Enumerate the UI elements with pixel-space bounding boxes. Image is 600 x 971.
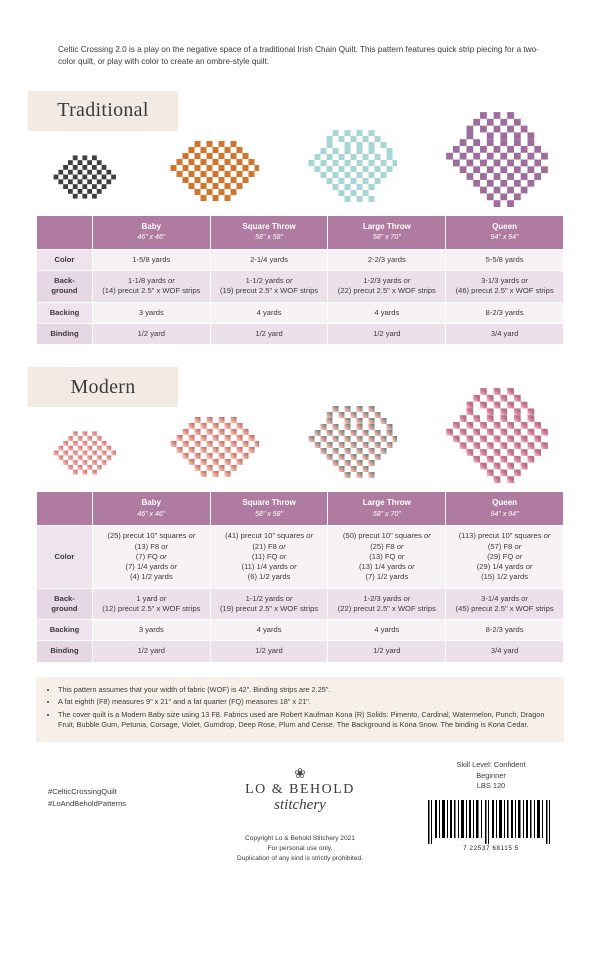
cell-color-square-throw: 2-1/4 yards bbox=[210, 249, 328, 270]
table-header-row bbox=[37, 215, 564, 249]
cell-backing-baby: 3 yards bbox=[92, 620, 210, 641]
copyright-line: Copyright Lo & Behold Stitchery 2021 bbox=[245, 834, 355, 842]
barcode-block bbox=[426, 800, 556, 852]
section-title-modern: Modern bbox=[70, 375, 136, 398]
column-header-large-throw bbox=[328, 215, 446, 249]
cell-color-baby: 1-5/8 yards bbox=[92, 249, 210, 270]
column-dimension: 58" x 70" bbox=[372, 234, 401, 242]
column-name: Queen bbox=[492, 221, 518, 231]
column-dimension: 58" x 70" bbox=[372, 510, 401, 518]
brand-name: LO & BEHOLD bbox=[245, 781, 355, 797]
column-name: Large Throw bbox=[362, 221, 411, 231]
column-name: Square Throw bbox=[242, 498, 296, 508]
footer bbox=[0, 756, 600, 906]
row-label-background: Back- ground bbox=[37, 588, 93, 620]
brand-subname: stitchery bbox=[274, 796, 326, 813]
quilt-image-orange bbox=[169, 129, 259, 207]
section-banner-modern bbox=[0, 367, 600, 413]
quilt-image-warm-ombre bbox=[169, 405, 259, 483]
cell-color-queen: 5-5/8 yards bbox=[446, 249, 564, 270]
section-title-traditional: Traditional bbox=[57, 99, 149, 122]
column-header-queen bbox=[446, 492, 564, 526]
cell-binding-square-throw: 1/2 yard bbox=[210, 641, 328, 662]
cell-binding-square-throw: 1/2 yard bbox=[210, 323, 328, 344]
cell-background-baby: 1-1/8 yards or (14) precut 2.5" x WOF strips bbox=[92, 271, 210, 303]
skill-level-label: Skill Level: Confident bbox=[456, 759, 526, 769]
table-row-background bbox=[37, 588, 564, 620]
cell-backing-square-throw: 4 yards bbox=[210, 620, 328, 641]
cell-binding-queen: 3/4 yard bbox=[446, 641, 564, 662]
hashtag-quilt: #CelticCrossingQuilt bbox=[48, 786, 117, 796]
table-corner-cell bbox=[37, 492, 93, 526]
column-name: Baby bbox=[141, 498, 162, 508]
cell-color-baby: (25) precut 10" squares or (13) F8 or (7) FQ or (7) 1/4 yards or (4) 1/2 yards bbox=[92, 526, 210, 588]
intro-paragraph: Celtic Crossing 2.0 is a play on the negative space of a traditional Irish Chain Quilt. This pattern features quick strip piecing for a two-color quilt, or play with color to create an ombre-style quilt. bbox=[58, 45, 539, 67]
column-dimension: 46" x 46" bbox=[137, 510, 166, 518]
cell-binding-large-throw: 1/2 yard bbox=[328, 323, 446, 344]
cell-background-queen: 3-1/3 yards or (46) precut 2.5" x WOF strips bbox=[446, 271, 564, 303]
row-label-backing: Backing bbox=[37, 302, 93, 323]
column-dimension: 58" x 58" bbox=[255, 510, 284, 518]
row-label-color: Color bbox=[37, 249, 93, 270]
cell-backing-baby: 3 yards bbox=[92, 302, 210, 323]
table-header-row bbox=[37, 492, 564, 526]
table-row-backing bbox=[37, 302, 564, 323]
cell-backing-square-throw: 4 yards bbox=[210, 302, 328, 323]
cell-backing-queen: 8-2/3 yards bbox=[446, 620, 564, 641]
skill-level-block bbox=[426, 760, 556, 792]
banner-traditional bbox=[28, 91, 178, 131]
pattern-sku: LBS 120 bbox=[476, 781, 506, 791]
column-dimension: 58" x 58" bbox=[255, 234, 284, 242]
cell-backing-large-throw: 4 yards bbox=[328, 302, 446, 323]
barcode-number: 7 22537 68115 5 bbox=[463, 844, 519, 852]
table-row-background bbox=[37, 271, 564, 303]
table-row-binding bbox=[37, 641, 564, 662]
column-name: Queen bbox=[492, 498, 518, 508]
cell-binding-baby: 1/2 yard bbox=[92, 323, 210, 344]
personal-use-line: For personal use only. bbox=[267, 844, 333, 852]
table-row-color bbox=[37, 249, 564, 270]
column-header-baby bbox=[92, 492, 210, 526]
quilt-image-charcoal bbox=[50, 147, 122, 207]
cell-color-queen: (113) precut 10" squares or (57) F8 or (29) FQ or (29) 1/4 yards or (15) 1/2 yards bbox=[446, 526, 564, 588]
barcode-icon bbox=[426, 800, 552, 844]
note-item: • The cover quilt is a Modern Baby size using 13 F8. Fabrics used are Robert Kaufman Kona (R) Solids: Pimento, Cardinal, Watermelon, Punch, Dragon Fruit, Bubble Gum, Petunia, Corsage, Violet, Gumdrop, Deep Rose, Plum and Cerise. The Background is Kona Snow. The binding is Kona Cedar. bbox=[58, 710, 554, 731]
column-name: Baby bbox=[141, 221, 162, 231]
cell-background-baby: 1 yard or (12) precut 2.5" x WOF strips bbox=[92, 588, 210, 620]
wreath-icon: ❀ bbox=[294, 764, 306, 781]
sizing-table-traditional bbox=[36, 215, 564, 345]
cell-background-square-throw: 1-1/2 yards or (19) precut 2.5" x WOF strips bbox=[210, 588, 328, 620]
table-row-color bbox=[37, 526, 564, 588]
column-header-large-throw bbox=[328, 492, 446, 526]
column-dimension: 94" x 94" bbox=[490, 510, 519, 518]
section-banner-traditional bbox=[0, 91, 600, 137]
row-label-color: Color bbox=[37, 526, 93, 588]
skill-level-value: Beginner bbox=[476, 770, 506, 780]
cell-binding-queen: 3/4 yard bbox=[446, 323, 564, 344]
row-label-binding: Binding bbox=[37, 641, 93, 662]
cell-backing-large-throw: 4 yards bbox=[328, 620, 446, 641]
column-name: Large Throw bbox=[362, 498, 411, 508]
notes-box bbox=[36, 677, 564, 742]
row-label-binding: Binding bbox=[37, 323, 93, 344]
duplication-line: Duplication of any kind is strictly prohibited. bbox=[236, 854, 364, 862]
column-header-queen bbox=[446, 215, 564, 249]
sizing-table-modern bbox=[36, 491, 564, 662]
cell-color-large-throw: 2-2/3 yards bbox=[328, 249, 446, 270]
cell-backing-queen: 8-2/3 yards bbox=[446, 302, 564, 323]
cell-background-square-throw: 1-1/2 yards or (19) precut 2.5" x WOF strips bbox=[210, 271, 328, 303]
pattern-back-cover bbox=[0, 44, 600, 971]
hashtag-patterns: #LoAndBeholdPatterns bbox=[48, 799, 127, 809]
table-corner-cell bbox=[37, 215, 93, 249]
quilt-image-coral-ombre bbox=[50, 423, 122, 483]
table-row-backing bbox=[37, 620, 564, 641]
note-item: • This pattern assumes that your width of fabric (WOF) is 42". Binding strips are 2.25". bbox=[58, 685, 554, 696]
column-name: Square Throw bbox=[242, 221, 296, 231]
column-header-square-throw bbox=[210, 492, 328, 526]
table-row-binding bbox=[37, 323, 564, 344]
cell-binding-large-throw: 1/2 yard bbox=[328, 641, 446, 662]
row-label-backing: Backing bbox=[37, 620, 93, 641]
row-label-background: Back- ground bbox=[37, 271, 93, 303]
cell-background-large-throw: 1-2/3 yards or (22) precut 2.5" x WOF strips bbox=[328, 588, 446, 620]
cell-color-large-throw: (50) precut 10" squares or (25) F8 or (13) FQ or (13) 1/4 yards or (7) 1/2 yards bbox=[328, 526, 446, 588]
column-header-square-throw bbox=[210, 215, 328, 249]
cell-color-square-throw: (41) precut 10" squares or (21) F8 or (11) FQ or (11) 1/4 yards or (6) 1/2 yards bbox=[210, 526, 328, 588]
note-item: • A fat eighth (F8) measures 9" x 21" and a fat quarter (FQ) measures 18" x 21". bbox=[58, 697, 554, 708]
column-dimension: 94" x 94" bbox=[490, 234, 519, 242]
banner-modern bbox=[28, 367, 178, 407]
cell-background-queen: 3-1/4 yards or (45) precut 2.5" x WOF strips bbox=[446, 588, 564, 620]
cell-binding-baby: 1/2 yard bbox=[92, 641, 210, 662]
column-dimension: 46" x 46" bbox=[137, 234, 166, 242]
cell-background-large-throw: 1-2/3 yards or (22) precut 2.5" x WOF strips bbox=[328, 271, 446, 303]
column-header-baby bbox=[92, 215, 210, 249]
